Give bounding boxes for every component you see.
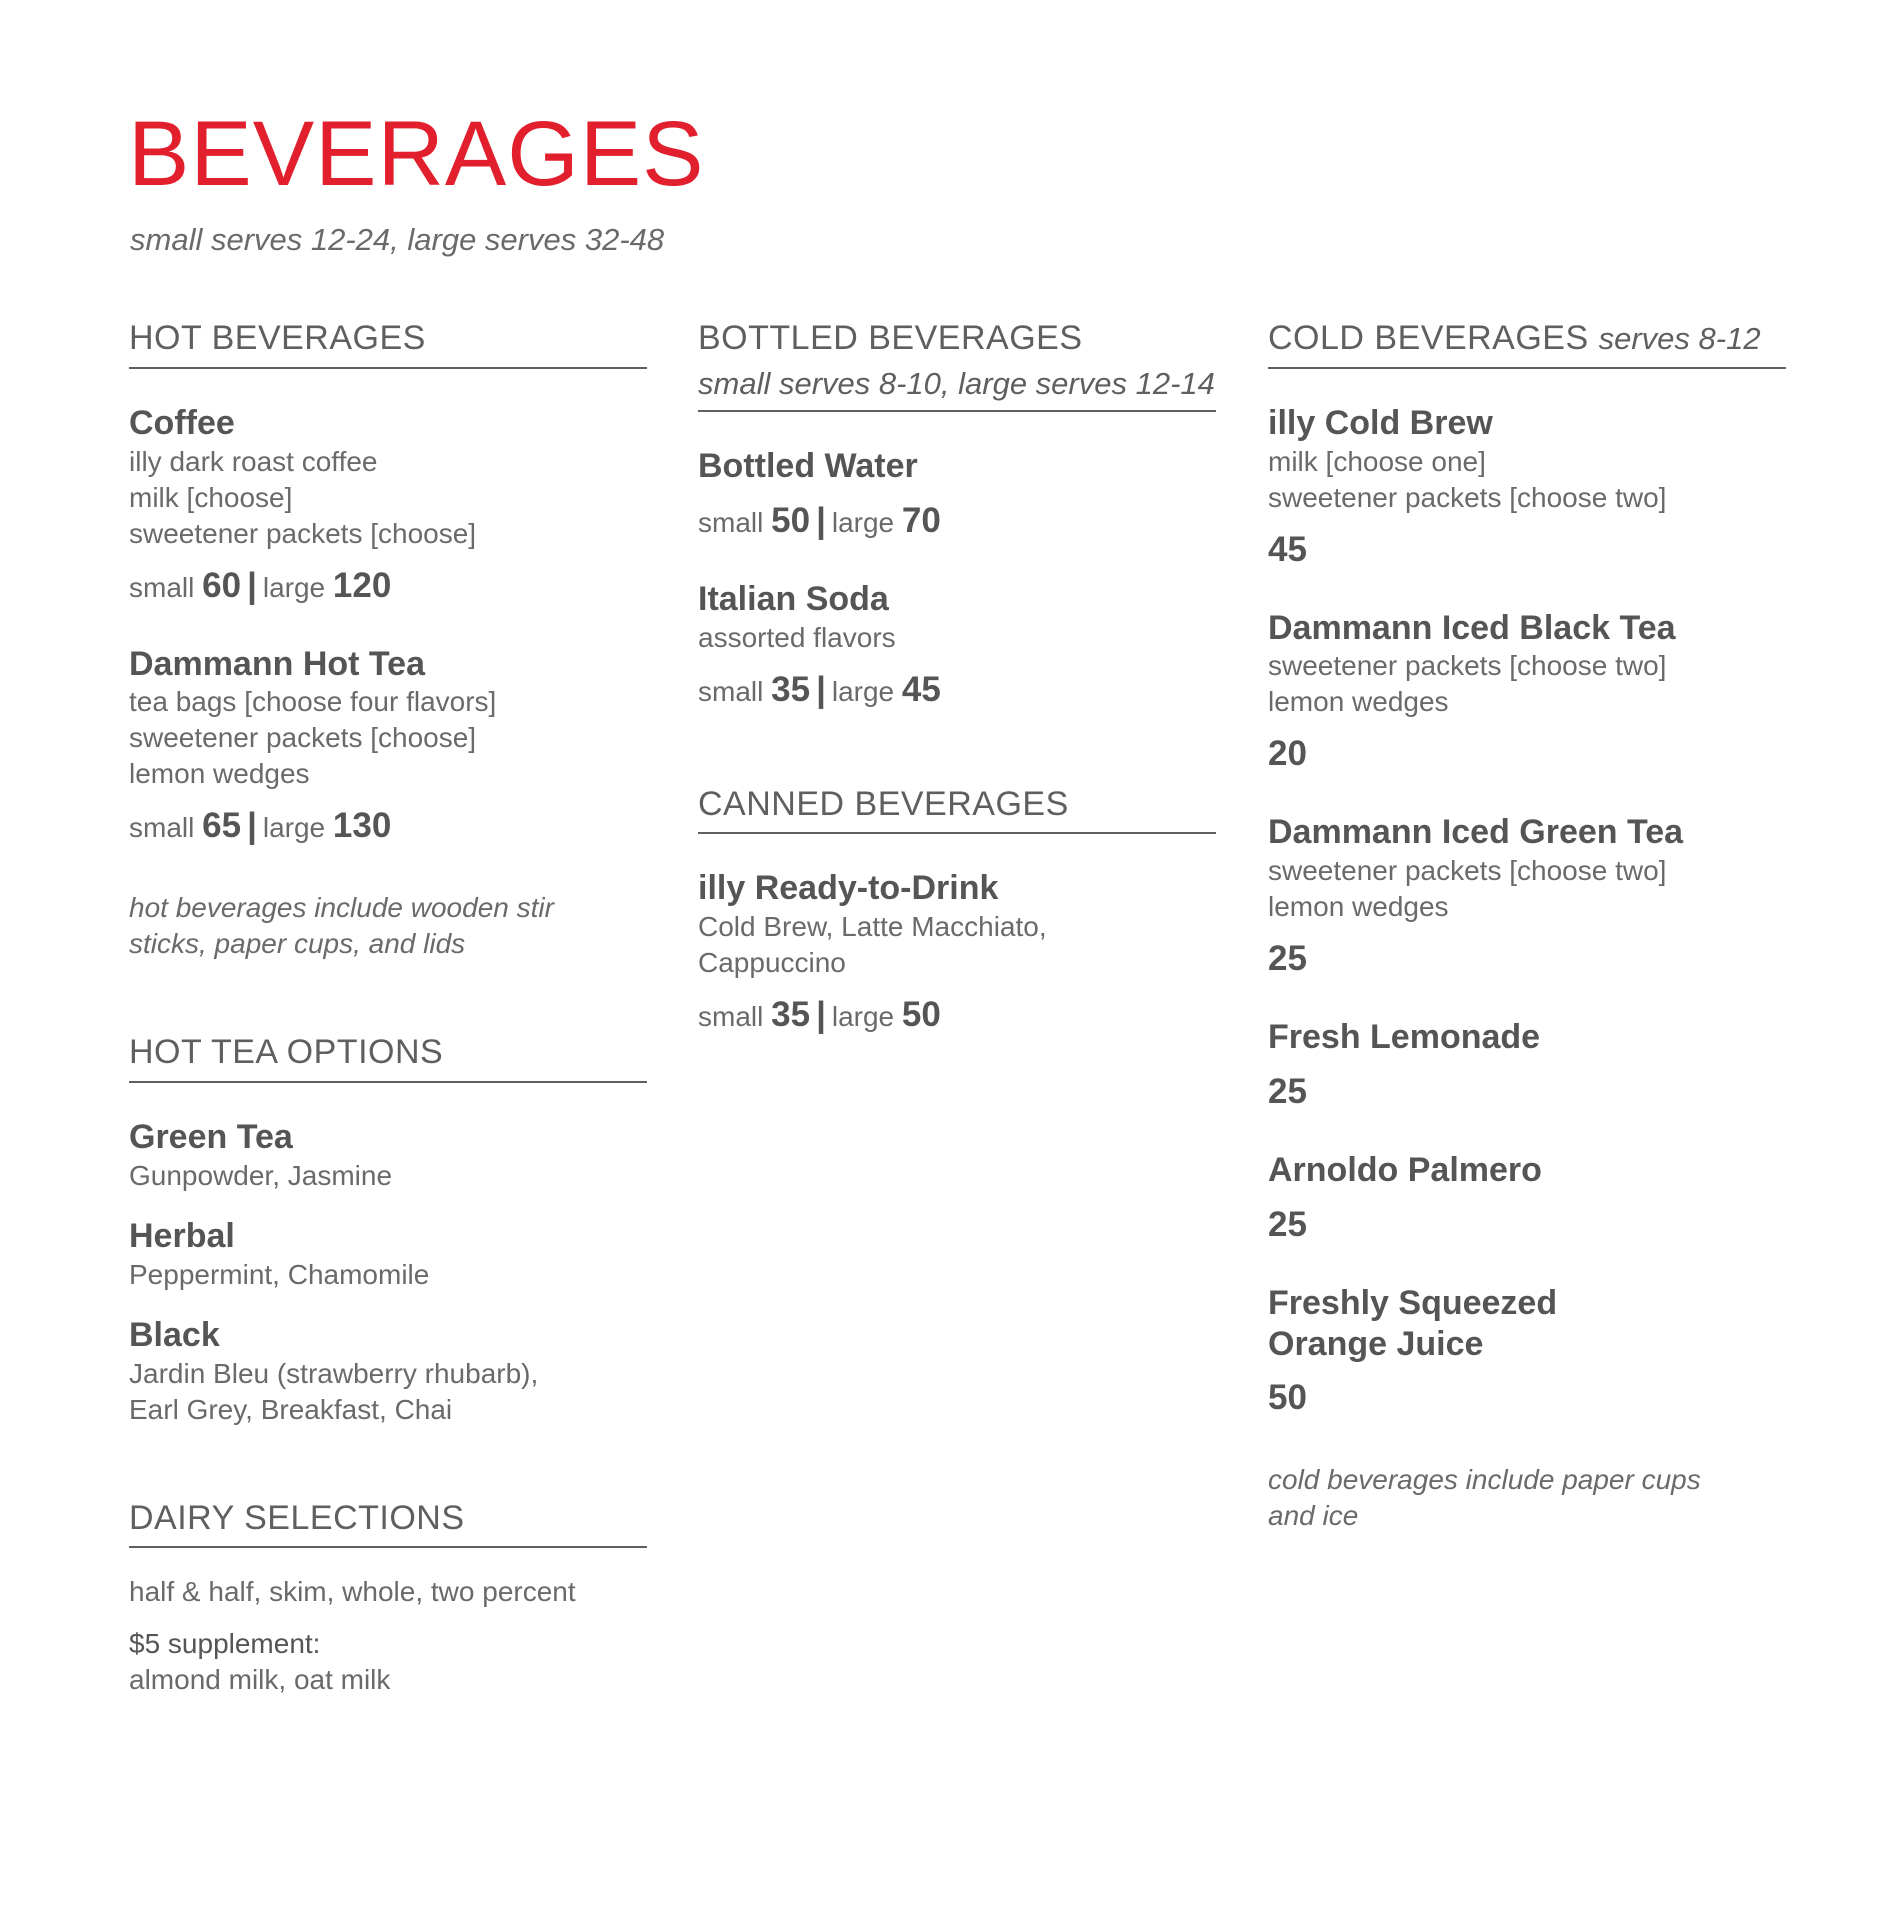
price-value: 20 xyxy=(1268,734,1307,774)
item-desc: lemon wedges xyxy=(1268,686,1449,718)
item-desc: lemon wedges xyxy=(129,758,310,790)
item-price xyxy=(1268,1376,1786,1422)
small-price: 65 xyxy=(202,806,242,846)
heading-text: BOTTLED BEVERAGES xyxy=(698,319,1083,357)
small-price: 35 xyxy=(771,995,811,1035)
hot-note xyxy=(129,890,647,962)
item-name: Herbal xyxy=(129,1216,235,1255)
item-name: Coffee xyxy=(129,403,235,442)
item-name: Black xyxy=(129,1315,220,1354)
small-label: small xyxy=(698,506,764,538)
item-desc: sweetener packets [choose] xyxy=(129,517,477,549)
menu-item-iced-black-tea xyxy=(1268,608,1786,779)
item-name: illy Ready-to-Drink xyxy=(698,869,999,908)
price-divider: | xyxy=(816,995,826,1035)
item-name: Dammann Iced Black Tea xyxy=(1268,608,1676,647)
tea-option-green xyxy=(129,1117,647,1194)
item-price xyxy=(129,564,647,610)
column-hot xyxy=(129,318,647,1698)
tea-option-black xyxy=(129,1315,647,1428)
heading-subtext: serves 8-12 xyxy=(1598,321,1761,356)
item-name: Dammann Iced Green Tea xyxy=(1268,813,1684,852)
section-heading-hot: HOT BEVERAGES xyxy=(129,318,647,369)
item-desc: Peppermint, Chamomile xyxy=(129,1258,430,1290)
price-divider: | xyxy=(816,500,826,540)
item-name-line: Orange Juice xyxy=(1268,1324,1484,1363)
item-price xyxy=(1268,528,1786,574)
menu-item-lemonade xyxy=(1268,1017,1786,1116)
large-price: 130 xyxy=(332,806,392,846)
item-desc: Gunpowder, Jasmine xyxy=(129,1159,393,1191)
large-price: 45 xyxy=(901,669,941,709)
item-desc: tea bags [choose four flavors] xyxy=(129,686,497,718)
tea-option-herbal xyxy=(129,1216,647,1293)
menu-item-iced-green-tea xyxy=(1268,812,1786,983)
page-title: BEVERAGES xyxy=(128,103,705,205)
item-price xyxy=(698,993,1216,1039)
item-name: Italian Soda xyxy=(698,579,889,618)
item-name: illy Cold Brew xyxy=(1268,403,1493,442)
note-line: and ice xyxy=(1268,1500,1359,1532)
price-value: 50 xyxy=(1268,1378,1307,1418)
dairy-supplement-label: $5 supplement: xyxy=(129,1628,321,1660)
menu-item-italian-soda xyxy=(698,579,1216,714)
item-desc: sweetener packets [choose two] xyxy=(1268,855,1667,887)
item-name-line: Freshly Squeezed xyxy=(1268,1283,1558,1322)
menu-item-orange-juice xyxy=(1268,1283,1786,1423)
dairy-supplement-items: almond milk, oat milk xyxy=(129,1664,391,1696)
item-desc: sweetener packets [choose] xyxy=(129,722,477,754)
dairy-options: half & half, skim, whole, two percent xyxy=(129,1576,576,1608)
small-price: 35 xyxy=(771,669,811,709)
menu-item-ready-to-drink xyxy=(698,868,1216,1039)
item-desc: milk [choose one] xyxy=(1268,445,1486,477)
item-desc: lemon wedges xyxy=(1268,891,1449,923)
item-price xyxy=(698,499,1216,545)
small-label: small xyxy=(129,571,195,603)
section-heading-cold xyxy=(1268,318,1786,369)
large-label: large xyxy=(831,1001,895,1033)
price-divider: | xyxy=(247,806,257,846)
item-price xyxy=(1268,1070,1786,1116)
item-desc: illy dark roast coffee xyxy=(129,445,378,477)
item-desc: Jardin Bleu (strawberry rhubarb), xyxy=(129,1357,539,1389)
small-price: 50 xyxy=(771,500,811,540)
item-price xyxy=(1268,732,1786,778)
large-label: large xyxy=(831,506,895,538)
small-price: 60 xyxy=(202,565,242,605)
section-heading-canned: CANNED BEVERAGES xyxy=(698,784,1216,835)
small-label: small xyxy=(698,1001,764,1033)
price-value: 25 xyxy=(1268,1204,1307,1244)
menu-item-arnoldo-palmero xyxy=(1268,1150,1786,1249)
item-name: Bottled Water xyxy=(698,446,918,485)
column-bottled-canned xyxy=(698,318,1216,1039)
price-value: 25 xyxy=(1268,1071,1307,1111)
small-label: small xyxy=(129,812,195,844)
item-desc: assorted flavors xyxy=(698,621,896,653)
heading-subtext: small serves 8-10, large serves 12-14 xyxy=(698,365,1215,401)
menu-item-bottled-water xyxy=(698,446,1216,545)
large-label: large xyxy=(831,675,895,707)
item-price xyxy=(1268,1203,1786,1249)
menu-item-coffee xyxy=(129,403,647,610)
item-desc: milk [choose] xyxy=(129,481,293,513)
item-desc: Cold Brew, Latte Macchiato, xyxy=(698,911,1047,943)
section-heading-bottled xyxy=(698,318,1216,412)
column-cold xyxy=(1268,318,1786,1534)
item-name: Dammann Hot Tea xyxy=(129,644,425,683)
price-value: 45 xyxy=(1268,529,1307,569)
large-price: 50 xyxy=(901,995,941,1035)
item-desc: Cappuccino xyxy=(698,947,846,979)
note-line: cold beverages include paper cups xyxy=(1268,1464,1701,1496)
note-line: hot beverages include wooden stir xyxy=(129,892,554,924)
section-heading-dairy: DAIRY SELECTIONS xyxy=(129,1498,647,1549)
cold-note xyxy=(1268,1462,1786,1534)
note-line: sticks, paper cups, and lids xyxy=(129,928,466,960)
item-name: Arnoldo Palmero xyxy=(1268,1150,1542,1189)
large-price: 120 xyxy=(332,565,392,605)
section-heading-tea-options: HOT TEA OPTIONS xyxy=(129,1032,647,1083)
item-name: Fresh Lemonade xyxy=(1268,1018,1541,1057)
small-label: small xyxy=(698,675,764,707)
item-name: Green Tea xyxy=(129,1118,293,1157)
item-desc: sweetener packets [choose two] xyxy=(1268,650,1667,682)
heading-text: COLD BEVERAGES xyxy=(1268,319,1589,357)
price-value: 25 xyxy=(1268,939,1307,979)
menu-item-hot-tea xyxy=(129,644,647,851)
large-label: large xyxy=(262,571,326,603)
item-price xyxy=(1268,937,1786,983)
large-price: 70 xyxy=(901,500,941,540)
price-divider: | xyxy=(816,669,826,709)
page-subtitle: small serves 12-24, large serves 32-48 xyxy=(130,222,665,257)
price-divider: | xyxy=(247,565,257,605)
item-price xyxy=(129,804,647,850)
menu-item-cold-brew xyxy=(1268,403,1786,574)
item-desc: sweetener packets [choose two] xyxy=(1268,481,1667,513)
large-label: large xyxy=(262,812,326,844)
item-desc: Earl Grey, Breakfast, Chai xyxy=(129,1393,453,1425)
item-price xyxy=(698,668,1216,714)
